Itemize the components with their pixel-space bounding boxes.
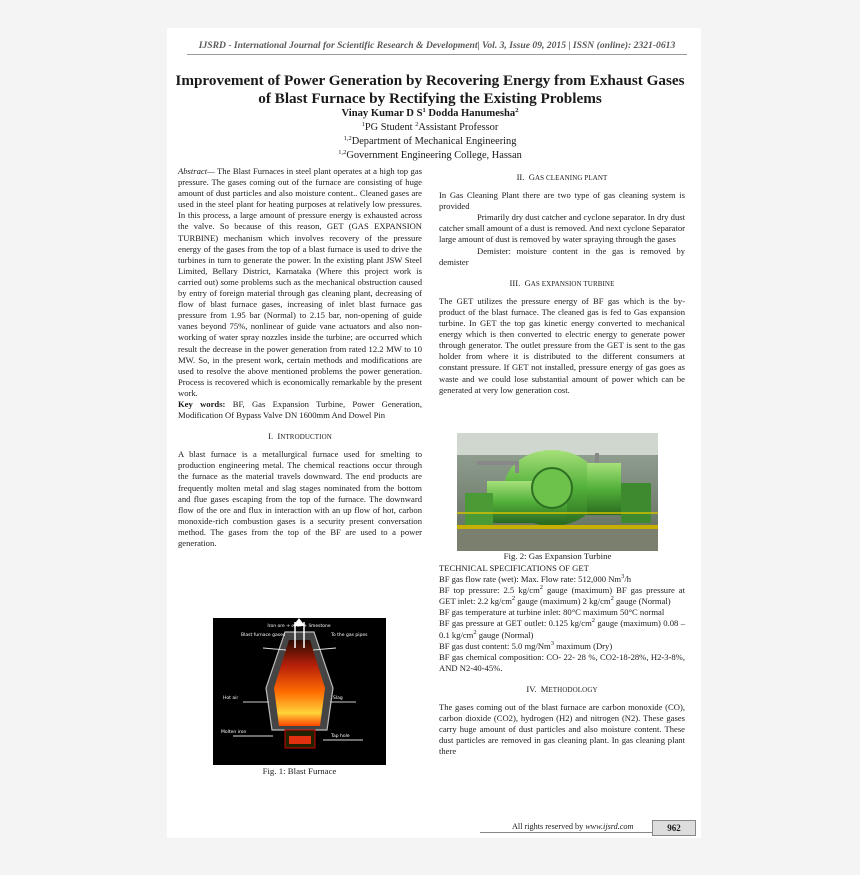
label-bf-gases: Blast furnace gases [241, 633, 286, 638]
figure-1-caption: Fig. 1: Blast Furnace [262, 766, 337, 776]
role-1-sup: 1 [361, 121, 365, 128]
spec-text: gauge (maximum) 0.08 – 0.1 kg/cm [439, 618, 685, 640]
spec-text: /h [624, 574, 632, 585]
label-hot-air: Hot air [223, 696, 239, 701]
header-rule [187, 54, 687, 55]
section-heading-gas-expansion [439, 278, 685, 290]
spec-text: gauge (Normal) [613, 596, 671, 607]
author-2-sup: 2 [515, 107, 519, 114]
section-head-rest: AS CLEANING PLANT [534, 174, 608, 182]
blast-furnace-figure [213, 618, 386, 765]
label-tap-hole: Tap hole [331, 734, 350, 739]
blast-furnace-diagram [213, 618, 386, 765]
turbine-photo-illustration [457, 433, 658, 551]
spec-sup: 2 [610, 595, 614, 603]
abstract [178, 166, 422, 399]
tech-spec-pressure [439, 585, 685, 607]
label-molten-iron: Molten iron [221, 730, 247, 735]
spec-sup: 2 [539, 584, 544, 592]
section-head-rest: ETHODOLOGY [548, 685, 598, 694]
abstract-text: The Blast Furnaces in steel plant operates at a high top gas pressure. The gases coming out of the furnace are consisting of huge amount of dust particles and also moisture content.. Cleaned gases are used in the steel plant for heating purposes at relatively low pressures. In this process, a large amount of pressure energy is exhausted across the valve. So because of this reason, GET (GAS EXPANSION TURBINE) mechanism which involves recovery of the pressure energy of the gases from the top of a blast furnace is used to drive the turbines in turn to generate the power. In the existing plant JSW Steel Limited, Bellary District, Karnataka (Where this project work is carried out) some problems such as the mechanical obstruction caused by entry of foreign material through gas cleaning plant, decreasing of flow of blast furnace gases, increasing of inlet blast furnace gas pressure from 1.95 bar (Normal) to 2.15 bar, non-opening of guide vanes beyond 75%, nonlinear of guide vane actuators and also non-working of water spray nozzles inside the turbine; are occurred which result the decrease in the power generation from rated 12.2 MW to 10 MW. So, in the present work, certain methods and modifications are used to resolve the above mentioned problems the power generation. Process is recovered which is economically remarkable by the present work. [178, 166, 422, 398]
spec-sup: 2 [591, 617, 596, 625]
author-1-sup: 1 [422, 107, 426, 114]
tech-spec-flow-rate [439, 574, 685, 585]
spec-text: BF gas flow rate (wet): Max. Flow rate: 512,000 Nm [439, 574, 622, 585]
affiliation-college [170, 150, 690, 161]
section-head-first: M [540, 683, 549, 694]
role-2-sup: 2 [415, 121, 419, 128]
section-head-first: I [277, 431, 281, 442]
spec-text: gauge (Normal) [476, 629, 534, 640]
spec-text: BF top pressure: 2.5 kg/cm [439, 585, 540, 596]
keywords-text: BF, Gas Expansion Turbine, Power Generation, Modification Of Bypass Valve DN 1600mm And Dowel Pin [178, 398, 423, 421]
author-2: Dodda Hanumesha [425, 108, 516, 119]
section-number: II. [516, 172, 525, 182]
role-2: Assistant Professor [418, 122, 499, 133]
left-column [178, 166, 422, 549]
spec-sup: 3 [621, 573, 625, 581]
gcp-paragraph-2: Primarily dry dust catcher and cyclone separator. In dry dust catcher small amount of a dust is removed. And next cyclone Separator large amount of dust is removed by water spraying through the gases [439, 212, 685, 245]
paper-title: Improvement of Power Generation by Recovering Energy from Exhaust Gases of Blast Furnace by Rectifying the Existing Problems [175, 72, 685, 107]
section-head-rest: NTRODUCTION [280, 433, 332, 442]
college: Government Engineering College, Hassan [346, 150, 522, 161]
footer-rights [512, 822, 633, 831]
tech-spec-outlet-pressure [439, 618, 685, 640]
college-sup: 1,2 [338, 149, 347, 156]
tech-spec-title: TECHNICAL SPECIFICATIONS OF GET [439, 563, 589, 573]
label-gas-pipes: To the gas pipes [331, 633, 368, 638]
author-line [170, 108, 690, 119]
page-number: 962 [652, 820, 696, 836]
spec-sup: 2 [511, 595, 516, 603]
keywords [178, 399, 422, 421]
label-slag: Slag [333, 696, 343, 701]
footer-site-link[interactable]: www.ijsrd.com [585, 822, 634, 831]
spec-sup: 3 [550, 639, 554, 647]
section-head-rest: AS EXPANSION TURBINE [530, 279, 615, 288]
get-paragraph: The GET utilizes the pressure energy of BF gas which is the by-product of the blast furnace. The cleaned gas is fed to Gas expansion turbine. In GET the top gas kinetic energy converted to mechanical energy which is then converted to electric energy to generate power through generator. The outlet pressure from the GET is sent to the gas holder from where it is distributed to the different consumers at constant pressure. If GET not installed, pressure energy of gas goes as waste and we could lose substantial amount of power which can be generated at very low generation cost. [439, 295, 685, 395]
section-heading-gas-cleaning [439, 172, 685, 184]
section-heading-methodology [439, 684, 685, 696]
section-number: I. [268, 431, 274, 442]
gcp-paragraph-3: Demister: moisture content in the gas is removed by demister [439, 245, 685, 267]
tech-spec-temperature: BF gas temperature at turbine inlet: 80°C maximum 50°C normal [439, 607, 665, 618]
spec-text: maximum (Dry) [553, 640, 613, 651]
dept-sup: 1,2 [343, 135, 352, 142]
gas-expansion-turbine-photo [457, 433, 658, 551]
author-1: Vinay Kumar D S [341, 108, 423, 119]
spec-text: BF gas pressure at GET outlet: 0.125 kg/cm [439, 618, 592, 629]
section-number: IV. [526, 683, 537, 694]
tech-spec-dust [439, 641, 685, 652]
tech-spec-composition: BF gas chemical composition: CO- 22- 28 %, CO2-18-28%, H2-3-8%, AND N2-40-45%. [439, 651, 685, 673]
spec-text: gauge (maximum) BF gas pressure at GET inlet: 2.2 kg/cm [439, 585, 685, 607]
keywords-label: Key words: [178, 398, 226, 409]
affiliation-roles [170, 122, 690, 133]
spec-text: BF gas dust content: 5.0 mg/Nm [439, 640, 551, 651]
right-column-top [439, 172, 685, 396]
section-heading-introduction [178, 431, 422, 443]
methodology-text: The gases coming out of the blast furnace are carbon monoxide (CO), carbon dioxide (CO2), hydrogen (H2) and nitrogen (N2). These gases carry huge amount of dust particles and also moisture content. These dust particles are removed in gas cleaning plant. In gas cleaning plant there [439, 702, 685, 757]
introduction-text: A blast furnace is a metallurgical furnace used for smelting to production engineering metal. The chemical reactions occur through the furnace as the material travels downward. The end products are frequently molten metal and slag stages nominated from the bottom and flue gases escaping from the top of the furnace. The downward flow of the ore and flux in interaction with an up flow of hot, carbon monoxide-rich combustion gases is a security present conversation method. The gases from the top of the BF are used to a power generation. [178, 449, 422, 548]
spec-sup: 2 [473, 628, 477, 636]
role-1: PG Student [364, 122, 416, 133]
section-head-first: G [528, 172, 535, 182]
department: Department of Mechanical Engineering [351, 136, 517, 147]
right-column-bottom [439, 563, 685, 758]
figure-2-caption: Fig. 2: Gas Expansion Turbine [503, 551, 612, 561]
spec-text: gauge (maximum) 2 kg/cm [515, 596, 611, 607]
section-head-first: G [524, 277, 531, 288]
abstract-label: Abstract— [178, 166, 215, 176]
gcp-paragraph-1: In Gas Cleaning Plant there are two type of gas cleaning system is provided [439, 190, 685, 212]
section-number: III. [509, 277, 521, 288]
label-ore: Iron ore + coke + limestone [267, 624, 331, 629]
footer-prefix: All rights reserved by [512, 822, 586, 831]
journal-header: IJSRD - International Journal for Scientific Research & Development| Vol. 3, Issue 09, 2015 | ISSN (online): 2321-0613 [198, 40, 676, 51]
affiliation-department [170, 136, 690, 147]
